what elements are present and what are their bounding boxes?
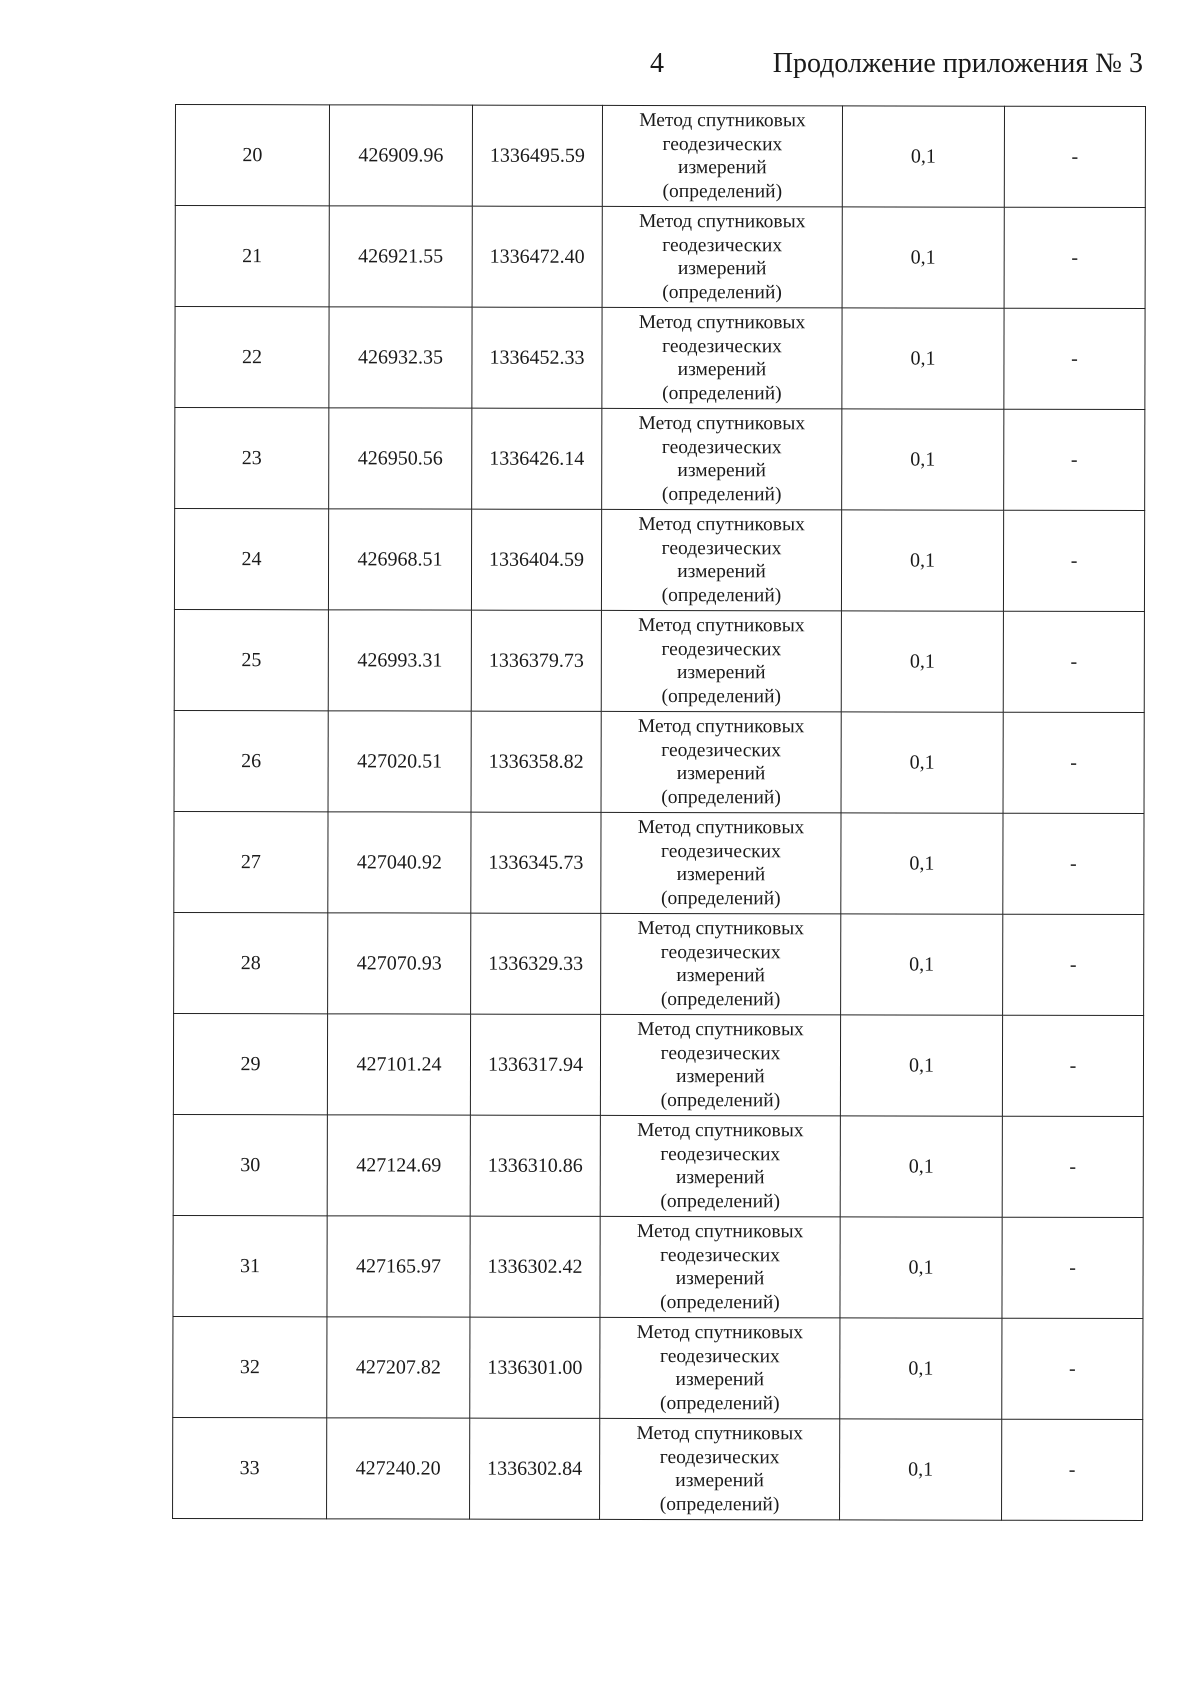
- method-text-line: Метод спутниковых: [638, 311, 806, 334]
- point-number-cell: 25: [174, 609, 328, 710]
- point-number-cell: 23: [175, 408, 329, 509]
- method-text-line: геодезических: [660, 1244, 781, 1266]
- accuracy-cell: 0,1: [841, 712, 1003, 813]
- accuracy-cell: 0,1: [840, 1217, 1002, 1318]
- y-coordinate-cell: 1336426.14: [472, 408, 602, 509]
- method-cell: [600, 1418, 840, 1520]
- note-cell: -: [1004, 409, 1145, 510]
- appendix-continuation-title: Продолжение приложения № 3: [772, 48, 1143, 79]
- method-text-line: Метод спутниковых: [636, 1220, 804, 1243]
- method-cell: [602, 408, 842, 510]
- accuracy-cell: 0,1: [841, 914, 1003, 1015]
- table-row: [175, 408, 1145, 511]
- note-cell: -: [1002, 1217, 1143, 1318]
- note-cell: -: [1002, 1015, 1143, 1116]
- method-text-line: (определений): [661, 786, 781, 808]
- y-coordinate-cell: 1336452.33: [472, 307, 602, 408]
- method-text-line: измерений: [677, 460, 767, 482]
- point-number-cell: 20: [175, 105, 329, 206]
- note-cell: -: [1002, 1116, 1143, 1217]
- method-text-line: (определений): [660, 988, 781, 1010]
- accuracy-cell: 0,1: [842, 207, 1004, 308]
- table-row: [174, 811, 1144, 914]
- method-text-line: измерений: [676, 965, 765, 987]
- page-number: 4: [650, 48, 664, 79]
- x-coordinate-cell: 426950.56: [329, 408, 472, 509]
- method-text-line: (определений): [660, 1291, 780, 1313]
- method-cell: [600, 1014, 840, 1116]
- note-cell: -: [1002, 1419, 1143, 1520]
- y-coordinate-cell: 1336310.86: [470, 1115, 600, 1216]
- method-text-line: (определений): [659, 1493, 780, 1515]
- accuracy-cell: 0,1: [841, 611, 1003, 712]
- method-text-line: геодезических: [659, 1345, 780, 1367]
- method-cell: [602, 105, 842, 207]
- y-coordinate-cell: 1336472.40: [472, 206, 602, 307]
- method-text-line: геодезических: [662, 234, 783, 256]
- y-coordinate-cell: 1336358.82: [471, 711, 601, 812]
- note-cell: -: [1004, 106, 1145, 207]
- method-cell: [601, 913, 841, 1015]
- method-text-line: Метод спутниковых: [638, 614, 805, 637]
- accuracy-cell: 0,1: [841, 813, 1003, 914]
- table-row: [173, 1316, 1143, 1419]
- y-coordinate-cell: 1336329.33: [471, 913, 601, 1014]
- method-text-line: измерений: [675, 1167, 765, 1189]
- table-row: [173, 1417, 1143, 1520]
- table-row: [174, 509, 1144, 612]
- point-number-cell: 33: [173, 1417, 327, 1518]
- method-text-line: Метод спутниковых: [637, 816, 805, 839]
- table-row: [174, 710, 1144, 813]
- method-text-line: Метод спутниковых: [637, 715, 805, 738]
- method-text-line: Метод спутниковых: [637, 1018, 804, 1041]
- note-cell: -: [1003, 611, 1144, 712]
- method-text-line: измерений: [676, 864, 766, 886]
- method-cell: [600, 1317, 840, 1419]
- method-text-line: Метод спутниковых: [636, 1422, 803, 1445]
- accuracy-cell: 0,1: [842, 308, 1004, 409]
- accuracy-cell: 0,1: [842, 409, 1004, 510]
- table-row: [173, 1215, 1143, 1318]
- method-text-line: (определений): [662, 281, 782, 303]
- x-coordinate-cell: 427020.51: [328, 711, 471, 812]
- method-cell: [602, 206, 842, 308]
- method-text-line: геодезических: [662, 335, 782, 357]
- method-text-line: Метод спутниковых: [638, 412, 806, 435]
- method-text-line: (определений): [661, 887, 781, 909]
- method-text-line: измерений: [677, 258, 767, 280]
- y-coordinate-cell: 1336379.73: [471, 610, 601, 711]
- method-text-line: Метод спутниковых: [638, 210, 806, 233]
- y-coordinate-cell: 1336317.94: [470, 1014, 600, 1115]
- method-text-line: (определений): [659, 1392, 780, 1414]
- method-text-line: геодезических: [661, 436, 782, 458]
- y-coordinate-cell: 1336495.59: [472, 105, 602, 206]
- method-text-line: Метод спутниковых: [637, 917, 805, 940]
- method-text-line: измерений: [675, 1268, 765, 1290]
- method-cell: [601, 711, 841, 813]
- x-coordinate-cell: 427101.24: [327, 1014, 470, 1115]
- method-text-line: Метод спутниковых: [638, 513, 805, 536]
- method-text-line: измерений: [675, 1470, 764, 1492]
- method-text-line: Метод спутниковых: [636, 1321, 804, 1344]
- method-cell: [600, 1115, 840, 1217]
- method-text-line: геодезических: [660, 1042, 781, 1064]
- x-coordinate-cell: 427124.69: [327, 1115, 470, 1216]
- coordinates-table: [172, 104, 1146, 1521]
- point-number-cell: 24: [174, 509, 328, 610]
- method-text-line: (определений): [662, 382, 782, 404]
- method-text-line: (определений): [661, 685, 782, 707]
- method-cell: [600, 1216, 840, 1318]
- method-text-line: Метод спутниковых: [639, 109, 806, 132]
- method-text-line: геодезических: [659, 1446, 780, 1468]
- table-row: [174, 609, 1144, 712]
- method-text-line: измерений: [676, 763, 766, 785]
- table-row: [175, 206, 1145, 309]
- method-text-line: измерений: [678, 157, 767, 179]
- method-text-line: измерений: [677, 359, 767, 381]
- accuracy-cell: 0,1: [842, 106, 1004, 207]
- coordinates-table-wrapper: [172, 104, 1145, 1521]
- method-text-line: геодезических: [661, 840, 781, 862]
- x-coordinate-cell: 426909.96: [329, 105, 472, 206]
- method-text-line: геодезических: [660, 1143, 781, 1165]
- y-coordinate-cell: 1336302.42: [470, 1216, 600, 1317]
- x-coordinate-cell: 427070.93: [328, 913, 471, 1014]
- method-text-line: (определений): [661, 584, 782, 606]
- method-cell: [601, 610, 841, 712]
- accuracy-cell: 0,1: [841, 510, 1003, 611]
- point-number-cell: 31: [173, 1215, 327, 1316]
- method-text-line: измерений: [675, 1369, 765, 1391]
- accuracy-cell: 0,1: [840, 1419, 1002, 1520]
- method-text-line: (определений): [661, 483, 782, 505]
- note-cell: -: [1003, 510, 1144, 611]
- note-cell: -: [1002, 1318, 1143, 1419]
- y-coordinate-cell: 1336404.59: [471, 509, 601, 610]
- method-text-line: измерений: [677, 561, 766, 583]
- table-row: [174, 912, 1144, 1015]
- note-cell: -: [1003, 813, 1144, 914]
- method-cell: [602, 307, 842, 409]
- method-text-line: (определений): [660, 1190, 781, 1212]
- x-coordinate-cell: 427207.82: [327, 1317, 470, 1418]
- point-number-cell: 32: [173, 1316, 327, 1417]
- point-number-cell: 30: [173, 1114, 327, 1215]
- table-row: [173, 1114, 1143, 1217]
- method-text-line: измерений: [676, 1066, 765, 1088]
- y-coordinate-cell: 1336302.84: [470, 1418, 600, 1519]
- note-cell: -: [1004, 207, 1145, 308]
- note-cell: -: [1003, 914, 1144, 1015]
- method-text-line: геодезических: [662, 133, 783, 155]
- method-text-line: геодезических: [661, 537, 782, 559]
- method-text-line: измерений: [676, 662, 766, 684]
- method-text-line: (определений): [662, 180, 783, 202]
- table-row: [173, 1013, 1143, 1116]
- note-cell: -: [1003, 712, 1144, 813]
- point-number-cell: 27: [174, 811, 328, 912]
- y-coordinate-cell: 1336345.73: [471, 812, 601, 913]
- x-coordinate-cell: 426921.55: [329, 206, 472, 307]
- accuracy-cell: 0,1: [840, 1318, 1002, 1419]
- y-coordinate-cell: 1336301.00: [470, 1317, 600, 1418]
- method-cell: [601, 509, 841, 611]
- coordinates-table-body: [173, 105, 1146, 1521]
- accuracy-cell: 0,1: [840, 1015, 1002, 1116]
- x-coordinate-cell: 426993.31: [328, 610, 471, 711]
- method-text-line: геодезических: [661, 638, 782, 660]
- point-number-cell: 29: [173, 1013, 327, 1114]
- accuracy-cell: 0,1: [840, 1116, 1002, 1217]
- x-coordinate-cell: 426932.35: [329, 307, 472, 408]
- point-number-cell: 28: [174, 912, 328, 1013]
- point-number-cell: 21: [175, 206, 329, 307]
- table-row: [175, 105, 1145, 208]
- x-coordinate-cell: 427240.20: [327, 1418, 470, 1519]
- method-text-line: (определений): [660, 1089, 781, 1111]
- x-coordinate-cell: 427165.97: [327, 1216, 470, 1317]
- table-row: [175, 307, 1145, 410]
- method-cell: [601, 812, 841, 914]
- point-number-cell: 22: [175, 307, 329, 408]
- note-cell: -: [1004, 308, 1145, 409]
- method-text-line: геодезических: [660, 941, 781, 963]
- method-text-line: геодезических: [661, 739, 782, 761]
- x-coordinate-cell: 427040.92: [328, 812, 471, 913]
- point-number-cell: 26: [174, 710, 328, 811]
- x-coordinate-cell: 426968.51: [328, 509, 471, 610]
- method-text-line: Метод спутниковых: [637, 1119, 804, 1142]
